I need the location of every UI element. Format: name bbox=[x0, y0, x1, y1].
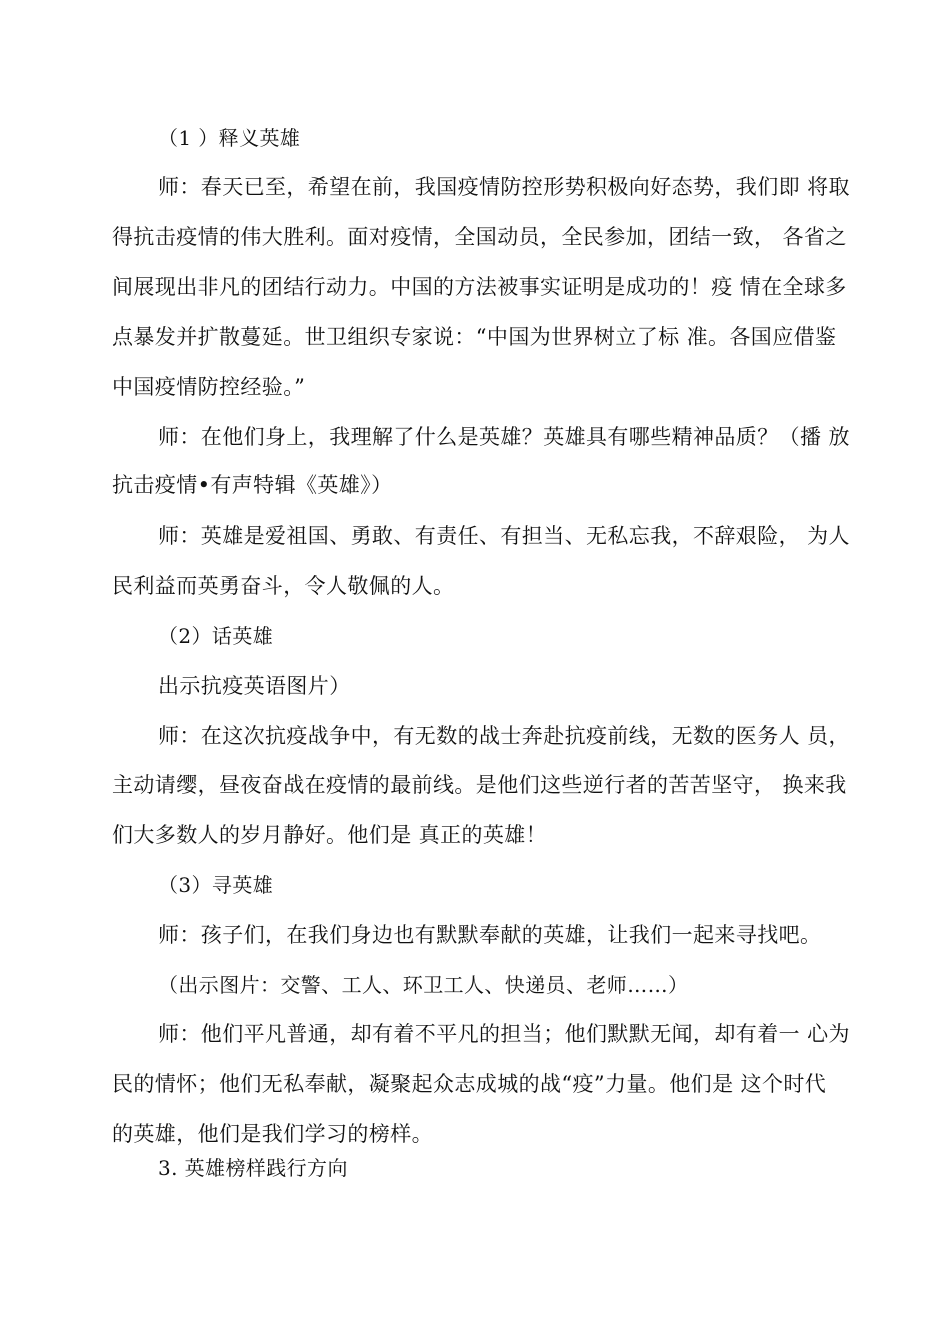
paragraph-line: 师：在这次抗疫战争中，有无数的战士奔赴抗疫前线，无数的医务人 员， bbox=[158, 724, 850, 748]
paragraph-line: 师：他们平凡普通，却有着不平凡的担当；他们默默无闻，却有着一 心为 bbox=[158, 1022, 850, 1046]
paragraph-line: 点暴发并扩散蔓延。世卫组织专家说：“中国为世界树立了标 准。各国应借鉴 bbox=[112, 325, 837, 349]
paragraph-line: 的英雄，他们是我们学习的榜样。 bbox=[112, 1122, 433, 1146]
paragraph-line: 出示抗疫英语图片） bbox=[158, 674, 351, 698]
section-heading-4: 3. 英雄榜样践行方向 bbox=[158, 1156, 348, 1180]
paragraph-line: 主动请缨，昼夜奋战在疫情的最前线。是他们这些逆行者的苦苦坚守， 换来我 bbox=[112, 773, 847, 797]
paragraph-line: 们大多数人的岁月静好。他们是 真正的英雄！ bbox=[112, 823, 548, 847]
paragraph-line: 师：春天已至，希望在前，我国疫情防控形势积极向好态势，我们即 将取 bbox=[158, 175, 850, 199]
paragraph-line: 师：孩子们，在我们身边也有默默奉献的英雄，让我们一起来寻找吧。 bbox=[158, 923, 822, 947]
paragraph-line: 师：在他们身上，我理解了什么是英雄？英雄具有哪些精神品质？（播 放 bbox=[158, 425, 850, 449]
paragraph-line: （出示图片：交警、工人、环卫工人、快递员、老师……） bbox=[158, 973, 689, 997]
section-heading-3: （3）寻英雄 bbox=[158, 873, 274, 897]
paragraph-line: 间展现出非凡的团结行动力。中国的方法被事实证明是成功的！疫 情在全球多 bbox=[112, 275, 847, 299]
section-heading-1: （1 ）释义英雄 bbox=[158, 126, 301, 150]
paragraph-line: 抗击疫情•有声特辑《英雄》） bbox=[112, 473, 393, 497]
paragraph-line: 中国疫情防控经验。” bbox=[112, 375, 306, 399]
paragraph-line: 民利益而英勇奋斗，令人敬佩的人。 bbox=[112, 574, 455, 598]
paragraph-line: 民的情怀；他们无私奉献，凝聚起众志成城的战“疫”力量。他们是 这个时代 bbox=[112, 1072, 827, 1096]
paragraph-line: 得抗击疫情的伟大胜利。面对疫情，全国动员，全民参加，团结一致， 各省之 bbox=[112, 225, 847, 249]
paragraph-line: 师：英雄是爱祖国、勇敢、有责任、有担当、无私忘我，不辞艰险， 为人 bbox=[158, 524, 850, 548]
section-heading-2: （2）话英雄 bbox=[158, 624, 274, 648]
